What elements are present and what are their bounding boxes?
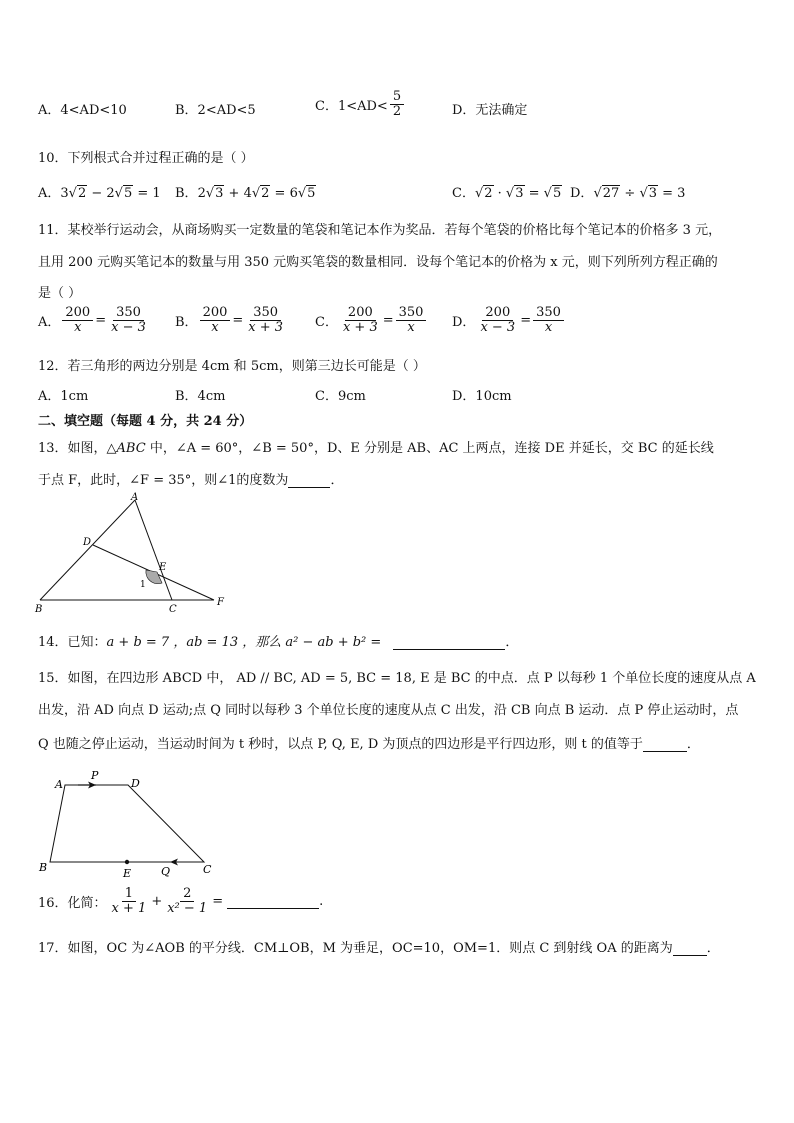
q11-d-label: D． bbox=[452, 314, 476, 330]
q11-option-b: B． $\frac{200}{x}$ = $\frac{350}{x + 3}$ bbox=[175, 306, 288, 334]
q13-label-d: D bbox=[83, 537, 92, 548]
q10-option-d: D．√27 ÷ √3 = 3 bbox=[570, 186, 686, 201]
q11-b-num: 200 bbox=[200, 306, 231, 321]
q17-end: ． bbox=[706, 941, 720, 956]
q14-line bbox=[38, 631, 518, 650]
q11-d-den: x − 3 bbox=[480, 319, 516, 335]
q13-label-1: 1 bbox=[140, 580, 146, 590]
q15-label-b: B bbox=[39, 861, 48, 874]
q10-b-label: B． bbox=[175, 186, 198, 201]
q16-frac1-num: 1 bbox=[122, 887, 136, 902]
q11-line-1: 11．某校举行运动会，从商场购买一定数量的笔袋和笔记本作为奖品．若每个笔袋的价格比每个笔记本的价格多 3 元， bbox=[38, 223, 722, 238]
q11-option-c: C． $\frac{200}{x + 3}$ = $\frac{350}{x}$ bbox=[315, 306, 428, 334]
q11-d-num: 200 bbox=[482, 306, 513, 321]
q12-option-d: D．10cm bbox=[452, 389, 512, 404]
q16-line bbox=[38, 887, 323, 915]
q9-option-d: D．无法确定 bbox=[452, 103, 528, 118]
section-2-title: 二、填空题（每题 4 分，共 24 分） bbox=[38, 414, 253, 429]
q15-line-1: 15．如图，在四边形 ABCD 中， AD // BC, AD = 5, BC = 18, E 是 BC 的中点．点 P 以每秒 1 个单位长度的速度从点 A bbox=[38, 671, 756, 686]
q14-prefix: 14．已知： bbox=[38, 635, 107, 650]
q15-label-d: D bbox=[131, 777, 140, 790]
q11-b-num2: 350 bbox=[250, 306, 281, 321]
q13-answer-blank[interactable] bbox=[288, 473, 330, 488]
q16-end: . bbox=[319, 893, 324, 909]
q13-line2-text: 于点 F，此时，∠F = 35°，则∠1的度数为 bbox=[38, 473, 289, 488]
q13-line-1 bbox=[38, 437, 714, 456]
q11-a-num: 200 bbox=[62, 306, 93, 321]
q10-d-label: D． bbox=[570, 186, 594, 201]
q11-c-den2: x bbox=[407, 319, 415, 335]
q17-answer-blank[interactable] bbox=[673, 941, 707, 956]
q11-c-num: 200 bbox=[345, 306, 376, 321]
q11-a-den2: x − 3 bbox=[111, 319, 146, 335]
q11-b-den2: x + 3 bbox=[248, 319, 284, 335]
q10-c-label: C． bbox=[452, 186, 475, 201]
q15-label-a: A bbox=[55, 778, 63, 791]
q11-a-den: x bbox=[74, 319, 82, 335]
q10-stem: 10．下列根式合并过程正确的是（ ） bbox=[38, 151, 254, 166]
q14-condition: a + b = 7 ，ab = 13 ，那么 a² − ab + b² = bbox=[106, 635, 382, 650]
q13-label-a: A bbox=[131, 492, 139, 503]
q13-label-f: F bbox=[217, 597, 224, 608]
q11-option-a: A． $\frac{200}{x}$ = $\frac{350}{x - 3}$ bbox=[38, 306, 151, 334]
q13-text: 中，∠A = 60°，∠B = 50°，D、E 分别是 AB、AC 上两点，连接 DE 并延长，交 BC 的延长线 bbox=[145, 441, 714, 456]
q11-b-label: B． bbox=[175, 314, 198, 330]
q15-label-p: P bbox=[91, 769, 99, 782]
q16-frac1-den: x + 1 bbox=[111, 900, 147, 916]
q9-option-c-prefix: C．1<AD< bbox=[315, 98, 388, 114]
q15-answer-blank[interactable] bbox=[643, 737, 687, 752]
q11-b-den: x bbox=[211, 319, 219, 335]
q15-label-e: E bbox=[123, 867, 132, 880]
q16-answer-blank[interactable] bbox=[227, 894, 319, 909]
q10-a-label: A． bbox=[38, 186, 61, 201]
q17-text: 17．如图，OC 为∠AOB 的平分线．CM⊥OB，M 为垂足，OC=10，OM=1．则点 C 到射线 OA 的距离为 bbox=[38, 941, 673, 956]
q10-option-b: B．2√3 + 4√2 = 6√5 bbox=[175, 186, 316, 201]
q13-line-2 bbox=[38, 469, 343, 488]
q11-a-label: A． bbox=[38, 314, 61, 330]
point-e-dot bbox=[125, 860, 129, 864]
q9-option-c bbox=[315, 90, 406, 118]
q13-label-b: B bbox=[35, 604, 43, 615]
q16-prefix: 16．化简： bbox=[38, 895, 107, 911]
q11-option-d: D． $\frac{200}{x - 3}$ = $\frac{350}{x}$ bbox=[452, 306, 566, 334]
q14-answer-blank[interactable] bbox=[393, 635, 505, 650]
q9-option-b: B．2<AD<5 bbox=[175, 103, 256, 118]
q15-line-2: 出发，沿 AD 向点 D 运动;点 Q 同时以每秒 3 个单位长度的速度从点 C 出发，沿 CB 向点 B 运动．点 P 停止运动时，点 bbox=[38, 703, 739, 718]
q11-d-den2: x bbox=[544, 319, 553, 335]
q9-frac-num: 5 bbox=[390, 90, 404, 105]
q11-c-den: x + 3 bbox=[342, 319, 378, 335]
q16-frac2-num: 2 bbox=[180, 887, 194, 902]
q15-end: ． bbox=[686, 737, 700, 752]
q15-label-c: C bbox=[203, 863, 212, 876]
q12-option-a: A．1cm bbox=[38, 389, 89, 404]
q15-figure bbox=[30, 765, 230, 880]
q11-c-num2: 350 bbox=[396, 306, 427, 321]
q17-line bbox=[38, 937, 720, 956]
q10-option-a: A．3√2 − 2√5 = 1 bbox=[38, 186, 161, 201]
q11-line-3: 是（ ） bbox=[38, 286, 82, 301]
q16-frac2-den: x² − 1 bbox=[167, 900, 208, 916]
q16-equals: = bbox=[212, 893, 224, 909]
q13-figure bbox=[30, 490, 240, 615]
q13-end: ． bbox=[330, 473, 344, 488]
q14-end: ． bbox=[505, 635, 519, 650]
q9-frac-den: 2 bbox=[392, 103, 402, 119]
q13-label-c: C bbox=[169, 604, 177, 615]
q11-a-num2: 350 bbox=[113, 306, 144, 321]
q13-triangle: △ABC bbox=[106, 441, 146, 456]
q12-option-c: C．9cm bbox=[315, 389, 366, 404]
q13-prefix: 13．如图， bbox=[38, 441, 107, 456]
q15-line3-text: Q 也随之停止运动，当运动时间为 t 秒时，以点 P, Q, E, D 为顶点的四边形是平行四边形，则 t 的值等于 bbox=[38, 737, 643, 752]
q15-label-q: Q bbox=[161, 865, 171, 878]
q12-option-b: B．4cm bbox=[175, 389, 226, 404]
q11-c-label: C． bbox=[315, 314, 338, 330]
q15-line-3 bbox=[38, 733, 700, 752]
q16-plus: + bbox=[151, 893, 163, 909]
q11-line-2: 且用 200 元购买笔记本的数量与用 350 元购买笔袋的数量相同．设每个笔记本的价格为 x 元，则下列所列方程正确的 bbox=[38, 255, 718, 270]
q10-option-c: C．√2 · √3 = √5 bbox=[452, 186, 562, 201]
q11-d-num2: 350 bbox=[533, 306, 564, 321]
q12-stem: 12．若三角形的两边分别是 4cm 和 5cm，则第三边长可能是（ ） bbox=[38, 359, 426, 374]
q13-label-e: E bbox=[159, 562, 167, 573]
q9-option-a: A．4<AD<10 bbox=[38, 103, 127, 118]
